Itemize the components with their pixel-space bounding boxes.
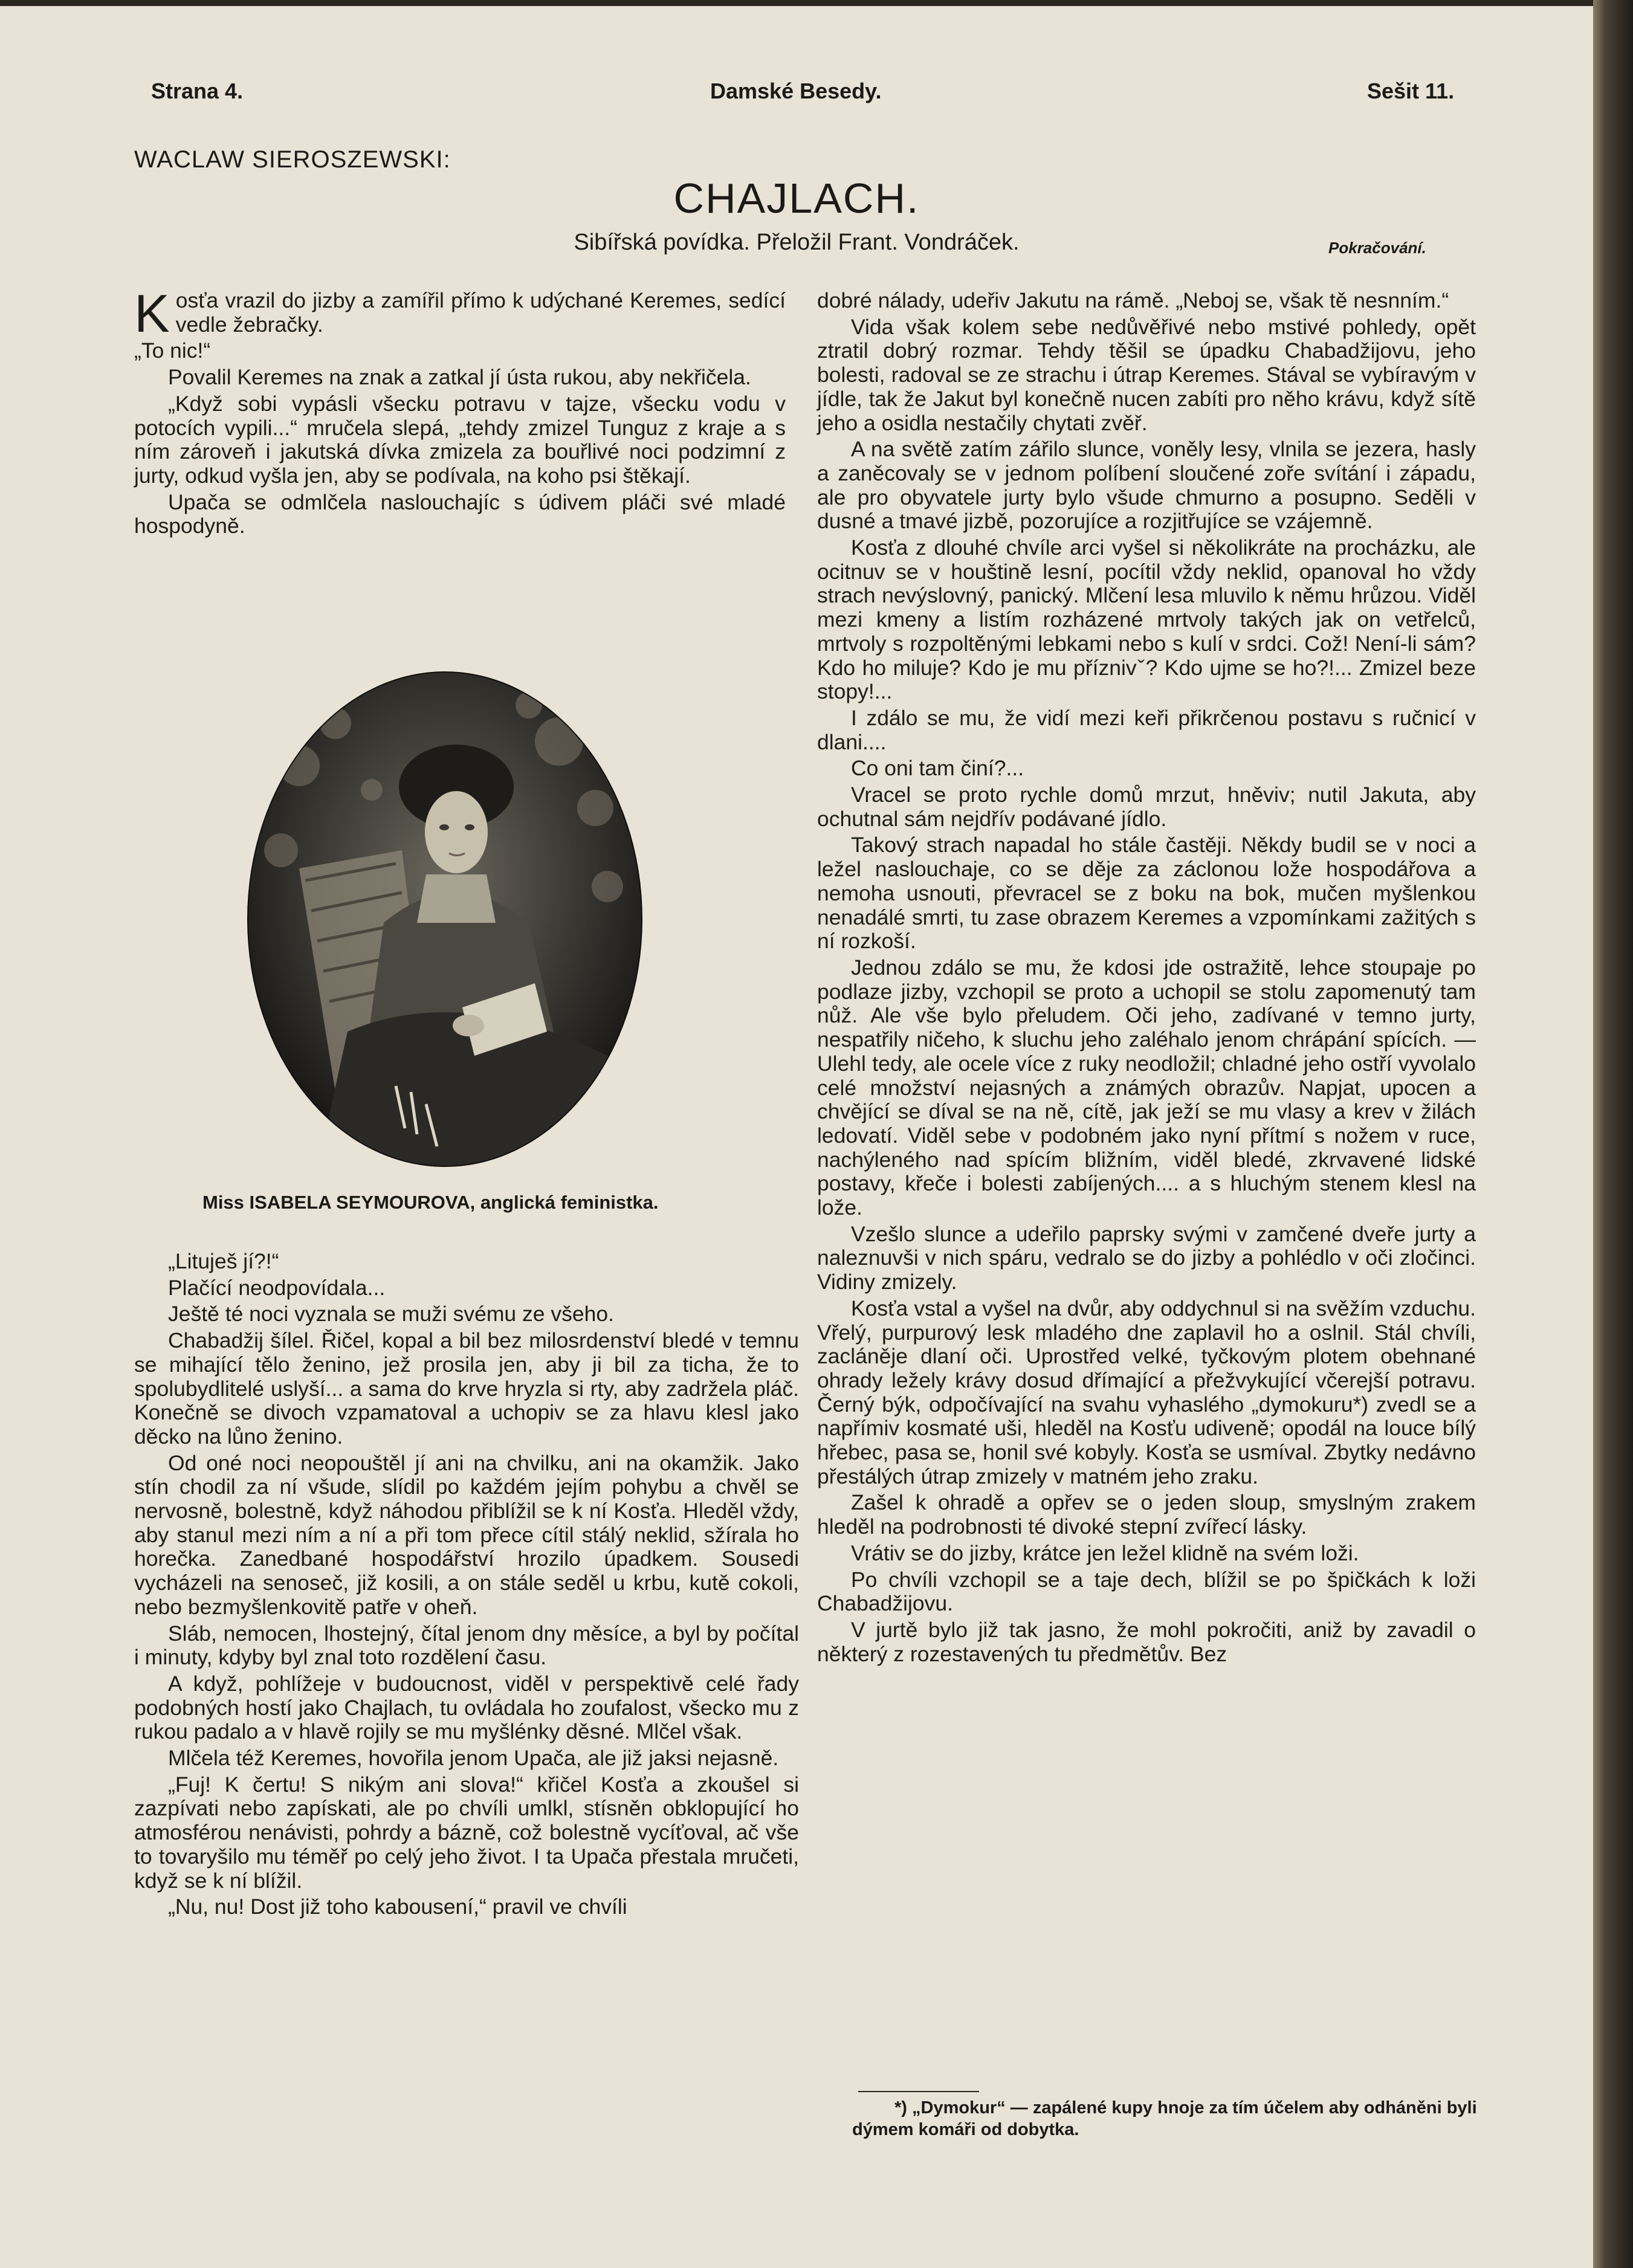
- paragraph: „Nu, nu! Dost již toho kabousení,“ pravil ve chvíli: [168, 1895, 627, 1919]
- left-column-bottom: [134, 1250, 799, 1922]
- paragraph: dobré nálady, udeřiv Jakutu na rámě. „Neboj se, však tě nesnním.“: [817, 288, 1449, 312]
- paragraph: Vida však kolem sebe nedůvěřivé nebo mstivé pohledy, opět ztratil dobrý rozmar. Tehdy těšil se úpadku Chabadžijovu, jeho bolesti, radoval se ze strachu i útrap Keremes. Stával se vybíravým v jídle, tak že Jakut byl konečně nucen zabíti pro něho krávu, když sítě jeho a osidla nestačily chytati zvěř.: [817, 314, 1476, 435]
- paragraph: „Fuj! K čertu! S nikým ani slova!“ křičel Kosťa a zkoušel si zazpívati nebo zapískati, ale po chvíli umlkl, stísněn obklopující ho atmosférou nenávisti, pohrdy a bázně, což bolestně vycíťoval, ač vše to tovaryšilo mu téměř po celý jeho život. I ta Upača přestala mručeti, když se k ní blížil.: [134, 1772, 799, 1893]
- paragraph: Povalil Keremes na znak a zatkal jí ústa rukou, aby nekřičela.: [168, 365, 751, 390]
- book-spine-edge: [1593, 0, 1633, 2268]
- continuation-note: Pokračování.: [1328, 239, 1426, 257]
- paragraph: „To nic!“: [134, 338, 211, 363]
- paragraph: Kosťa vrazil do jizby a zamířil přímo k udýchané Keremes, sedící vedle žebračky.: [134, 283, 786, 343]
- paragraph: „Když sobi vypásli všecku potravu v tajze, všecku vodu v potocích vypili...“ mručela slepá, „tehdy zmizel Tunguz z kraje a s ním zároveň i jakutská dívka zmizela za bouřlivé noci podzimní z jurty, odkud vyšla jen, aby se podívala, na koho psi štěkají.: [134, 391, 786, 488]
- left-column-top: [134, 283, 786, 541]
- paragraph: A když, pohlížeje v budoucnost, viděl v perspektivě celé řady podobných hostí jako Chajlach, tu ovládala ho zoufalost, všecko mu z rukou padalo a v hlavě rojily se mu myšlénky děsné. Mlčel však.: [134, 1671, 799, 1744]
- paragraph: Zašel k ohradě a opřev se o jeden sloup, smyslným zrakem hleděl na podrobnosti té divoké stepní zvířecí lásky.: [817, 1490, 1476, 1539]
- running-head-magazine-title: Damské Besedy.: [710, 79, 882, 103]
- paragraph: Co oni tam činí?...: [851, 756, 1024, 781]
- running-head-page-number: Strana 4.: [151, 79, 244, 103]
- paragraph: Kosťa vstal a vyšel na dvůr, aby oddychnul si na svěžím vzduchu. Vřelý, purpurový lesk mladého dne zaplavil ho a oslnil. Stál chvíli, zacláněje dlaní oči. Uprostřed velké, tyčkovým plotem obehnané ohrady ležely krávy dosud dřímající a přežvykující včerejší potravu. Černý býk, odpočívající na svahu vyhaslého „dymokuru*) zvedl se a napřímiv kosmaté uši, hleděl na Kosťu udiveně; opodál na louce bílý hřebec, pasa se, honil své kobyly. Kosťa se usmíval. Zbytky nedávno přestálých útrap zmizely v matném jeho zraku.: [817, 1296, 1476, 1488]
- paragraph: Mlčela též Keremes, hovořila jenom Upača, ale již jaksi nejasně.: [168, 1746, 779, 1771]
- paragraph: Vzešlo slunce a udeřilo paprsky svými v zamčené dveře jurty a naleznuvši v nich spáru, vedralo se do jizby a pohlédlo v oči zločinci. Vidiny zmizely.: [817, 1221, 1476, 1294]
- article-title: CHAJLACH.: [673, 175, 920, 222]
- paragraph: Vracel se proto rychle domů mrzut, hněviv; nutil Jakuta, aby ochutnal sám nejdřív podávané jídlo.: [817, 783, 1476, 831]
- paragraph: Kosťa z dlouhé chvíle arci vyšel si několikráte na procházku, ale ocitnuv se v houštině lesní, pocítil vždy neklid, opanoval ho vždy strach nevýslovný, panický. Mlčení lesa mluvilo k němu hrůzou. Viděl mezi kmeny a listím rozházené mrtvoly takých jak on vetřelců, mrtvoly s rozpoltěnými lebkami nebo s kulí v srdci. Což! Není-li sám? Kdo ho miluje? Kdo je mu příznivˇ? Kdo ujme se ho?!... Zmizel beze stopy!...: [817, 535, 1476, 704]
- paragraph: Chabadžij šílel. Řičel, kopal a bil bez milosrdenství bledé v temnu se mihající tělo ženino, jež prosila jen, aby ji bil za ticha, že to spolubydlitelé uslyší... a sama do krve hryzla si rty, aby zadržela pláč. Konečně se divoch vzpamatoval a uchopiv se za hlavu klesl jako děcko na lůno ženino.: [134, 1328, 799, 1449]
- article-subtitle: Sibířská povídka. Přeložil Frant. Vondráček.: [574, 230, 1020, 255]
- running-head-issue: Sešit 11.: [1367, 79, 1455, 103]
- paragraph: I zdálo se mu, že vidí mezi keři přikrčenou postavu s ručnicí v dlani....: [817, 705, 1476, 754]
- paragraph: Po chvíli vzchopil se a taje dech, blížil se po špičkách k loži Chabadžijovu.: [817, 1567, 1476, 1616]
- drop-cap: K: [134, 283, 170, 343]
- figure-caption: Miss ISABELA SEYMOUROVA, anglická feministka.: [202, 1192, 659, 1213]
- paragraph: Sláb, nemocen, lhostejný, čítal jenom dny měsíce, a byl by počítal i minuty, kdyby byl znal toto rozdělení času.: [134, 1621, 799, 1670]
- paragraph: V jurtě bylo již tak jasno, že mohl pokročiti, aniž by zavadil o některý z rozestavených tu předmětův. Bez: [817, 1617, 1476, 1666]
- paragraph: „Lituješ jí?!“: [168, 1249, 279, 1273]
- paragraph: A na světě zatím zářilo slunce, voněly lesy, vlnila se jezera, hasly a zaněcovaly se v jednom políbení sloučené zoře svítání i západu, ale pro obyvatele jurty bylo všude chmurno a posupno. Seděli v dusné a tmavé jizbě, pozorujíce a rozjitřujíce se vzájemně.: [817, 437, 1476, 534]
- footnote-rule: [858, 2091, 979, 2092]
- paragraph: Ještě té noci vyznala se muži svému ze všeho.: [168, 1302, 614, 1326]
- paragraph: Jednou zdálo se mu, že kdosi jde ostražitě, lehce stoupaje po podlaze jizby, vzchopil se proto a uchopil se stolu zapomenutý tam nůž. Ale vše bylo přeludem. Oči jeho, zadívané v temno jurty, nespatřily ničeho, k sluchu jeho zaléhalo jenom chrápání spících. — Ulehl tedy, ale ocele více z ruky neodložil; chladné jeho ostří vyvolalo celé množství nejasných a známých obrazův. Napjat, upocen a chvějící se díval se na ně, cítě, jak ježí se mu vlasy a krev v žilách ledovatí. Viděl sebe v podobném jako nyní přítmí s nožem v ruce, nachýleného nad spícím bližním, viděl bledé, zkrvavené lidské postavy, křeče i bolesti zabíjených.... a s hluchým stenem klesl na lože.: [817, 955, 1476, 1220]
- paragraph: Upača se odmlčela naslouchajíc s údivem pláči své mladé hospodyně.: [134, 489, 786, 538]
- portrait-photo: [245, 669, 645, 1169]
- paragraph: Plačící neodpovídala...: [168, 1275, 386, 1300]
- paragraph: Od oné noci neopouštěl jí ani na chvilku, ani na okamžik. Jako stín chodil za ní všude, slídil po každém jejím pohybu a chvěl se nervosně, bolestně, když náhodou přiblížil se k ní Kosťa. Hleděl vždy, aby stanul mezi ním a ní a při tom přece cítil stálý neklid, sžírala ho horečka. Zanedbané hospodářství hrozilo úpadkem. Sousedi vycházeli na senoseč, již kosili, a on stále seděl u krbu, kutě cokoli, nebo bezmyšlenkovitě patře v oheň.: [134, 1450, 799, 1619]
- footnote: *) „Dymokur“ — zapálené kupy hnoje za tím účelem aby odháněni byli dýmem komáři od dobytka.: [852, 2098, 1477, 2139]
- magazine-page: [0, 6, 1593, 2268]
- author-name: WACLAW SIEROSZEWSKI:: [134, 146, 451, 173]
- paragraph: Vrátiv se do jizby, krátce jen ležel klidně na svém loži.: [851, 1540, 1359, 1565]
- right-column: [817, 289, 1476, 1669]
- paragraph: Takový strach napadal ho stále častěji. Někdy budil se v noci a ležel naslouchaje, co se děje za záclonou lože hospodářova a nemoha usnouti, převracel se z boku na bok, mučen myšlenkou nenadálé smrti, tu zase obrazem Keremes a vzpomínkami zažitých s ní rozkoší.: [817, 833, 1476, 954]
